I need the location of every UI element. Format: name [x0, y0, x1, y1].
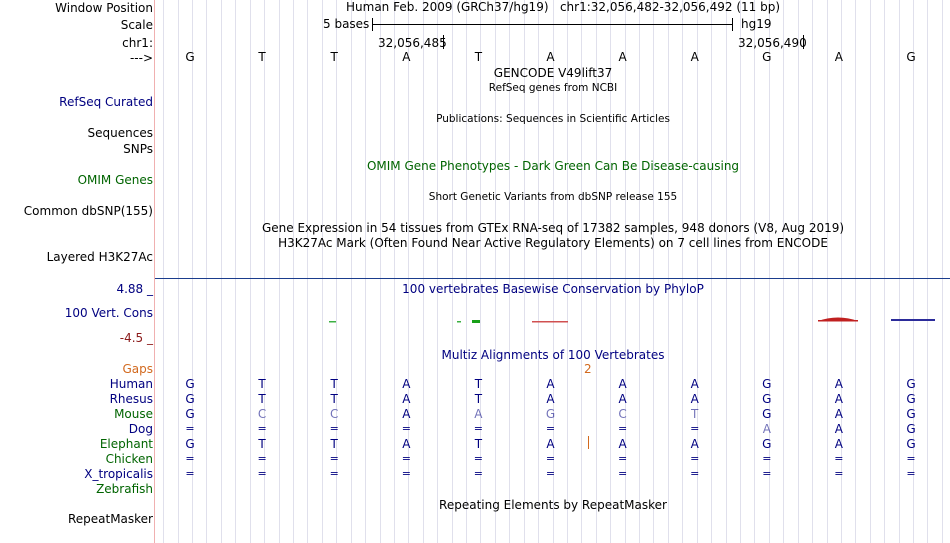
aligned-base: T [258, 437, 266, 451]
scale-bar-text: 5 bases [323, 17, 370, 31]
aligned-base: A [834, 377, 843, 391]
aligned-base: = [617, 452, 628, 465]
refseq-track-subtitle[interactable]: RefSeq genes from NCBI [488, 82, 618, 94]
repeatmasker-track-label[interactable]: RepeatMasker [67, 512, 153, 526]
aligned-base: = [329, 467, 339, 480]
dbsnp-track-label[interactable]: Common dbSNP(155) [23, 204, 153, 218]
aligned-base: = [834, 467, 844, 480]
phylop-track-title[interactable]: 100 vertebrates Basewise Conservation by PhyloP [402, 282, 704, 296]
aligned-base: = [834, 452, 844, 465]
aligned-base: C [329, 407, 339, 421]
label-margin-divider [154, 0, 155, 543]
ruler-coordinate-right: 32,056,490 [738, 36, 807, 50]
species-label[interactable]: X_tropicalis [84, 467, 153, 481]
aligned-base: T [474, 392, 483, 406]
gencode-track-title[interactable]: GENCODE V49lift37 [493, 66, 613, 80]
aligned-base: T [330, 437, 338, 451]
aligned-base: A [402, 392, 411, 406]
refseq-track-label[interactable]: RefSeq Curated [59, 95, 153, 109]
aligned-base: A [834, 407, 843, 421]
aligned-base: C [257, 407, 267, 421]
aligned-base: A [834, 437, 843, 451]
window-position-label: Window Position [55, 1, 153, 15]
aligned-base: G [185, 437, 195, 451]
base-letter: G [906, 50, 916, 64]
aligned-base: A [690, 377, 699, 391]
elephant-insertion-marker [588, 436, 589, 449]
aligned-base: = [185, 452, 195, 465]
ruler-tick-right [803, 35, 804, 49]
phylop-bar [818, 320, 858, 322]
window-position-title: Human Feb. 2009 (GRCh37/hg19) chr1:32,056,482-32,056,492 (11 bp) [346, 0, 781, 14]
aligned-base: G [762, 437, 772, 451]
omim-track-title[interactable]: OMIM Gene Phenotypes - Dark Green Can Be Disease-causing [366, 159, 740, 173]
omim-track-label[interactable]: OMIM Genes [77, 173, 153, 187]
aligned-base: A [834, 422, 843, 436]
aligned-base: G [762, 377, 772, 391]
repeatmasker-track-title[interactable]: Repeating Elements by RepeatMasker [439, 498, 667, 512]
aligned-base: = [617, 467, 628, 480]
aligned-base: A [834, 392, 843, 406]
aligned-base: A [402, 377, 411, 391]
base-letter: A [402, 50, 411, 64]
aligned-base: A [618, 377, 627, 391]
aligned-base: = [185, 422, 195, 435]
aligned-base: G [762, 407, 772, 421]
aligned-base: A [402, 437, 411, 451]
aligned-base: G [185, 377, 195, 391]
phylop-track-label[interactable]: 100 Vert. Cons [64, 306, 153, 320]
aligned-base: A [618, 392, 627, 406]
aligned-base: C [618, 407, 627, 421]
aligned-base: G [906, 407, 916, 421]
base-letter: A [690, 50, 699, 64]
aligned-base: = [401, 467, 411, 480]
aligned-base: T [258, 377, 266, 391]
aligned-base: G [545, 407, 556, 421]
aligned-base: G [906, 437, 916, 451]
phylop-min-value: -4.5 _ [119, 331, 153, 345]
aligned-base: G [906, 422, 916, 436]
aligned-base: = [617, 422, 628, 435]
scale-assembly: hg19 [741, 17, 772, 31]
species-label[interactable]: Elephant [99, 437, 153, 451]
publications-track-title[interactable]: Publications: Sequences in Scientific Articles [436, 113, 670, 125]
phylop-peak [818, 318, 858, 322]
phylop-bar [329, 321, 336, 323]
aligned-base: A [762, 422, 771, 436]
aligned-base: = [545, 452, 556, 465]
aligned-base: = [257, 452, 267, 465]
species-label[interactable]: Rhesus [109, 392, 153, 406]
h3k27ac-track-label[interactable]: Layered H3K27Ac [46, 250, 153, 264]
aligned-base: A [690, 437, 699, 451]
chr-label: chr1: [122, 36, 153, 50]
aligned-base: T [330, 377, 338, 391]
base-letter: T [330, 50, 338, 64]
aligned-base: A [402, 407, 411, 421]
multiz-track-title[interactable]: Multiz Alignments of 100 Vertebrates [441, 348, 665, 362]
aligned-base: = [690, 467, 700, 480]
aligned-base: = [690, 452, 700, 465]
aligned-base: G [906, 392, 916, 406]
snps-track-label[interactable]: SNPs [123, 142, 153, 156]
aligned-base: A [618, 437, 627, 451]
aligned-base: G [762, 392, 772, 406]
h3k27ac-track-title[interactable]: H3K27Ac Mark (Often Found Near Active Regulatory Elements) on 7 cell lines from ENCODE [278, 236, 828, 250]
aligned-base: = [762, 452, 772, 465]
aligned-base: = [473, 467, 483, 480]
strand-direction-label[interactable]: ---> [129, 51, 153, 65]
phylop-bar [472, 320, 480, 323]
aligned-base: = [545, 467, 556, 480]
species-label[interactable]: Human [109, 377, 153, 391]
track-group-divider [155, 278, 950, 279]
aligned-base: = [401, 422, 411, 435]
aligned-base: T [691, 407, 699, 421]
aligned-base: A [546, 377, 555, 391]
aligned-base: G [185, 392, 195, 406]
aligned-base: = [473, 452, 483, 465]
aligned-base: A [546, 392, 555, 406]
phylop-bar [457, 321, 461, 323]
aligned-base: A [546, 437, 555, 451]
aligned-base: = [185, 467, 195, 480]
aligned-base: = [762, 467, 772, 480]
base-letter: A [618, 50, 627, 64]
species-label[interactable]: Mouse [114, 407, 153, 421]
gaps-label: Gaps [122, 362, 153, 376]
aligned-base: = [329, 452, 339, 465]
base-letter: G [185, 50, 195, 64]
species-label[interactable]: Zebrafish [96, 482, 153, 496]
aligned-base: = [690, 422, 700, 435]
aligned-base: = [257, 467, 267, 480]
aligned-base: G [185, 407, 195, 421]
base-letter: T [258, 50, 266, 64]
aligned-base: = [906, 467, 916, 480]
aligned-base: A [474, 407, 483, 421]
base-letter: G [762, 50, 772, 64]
base-letter: A [834, 50, 843, 64]
aligned-base: G [906, 377, 916, 391]
ruler-tick-left [443, 35, 444, 49]
base-letter: T [474, 50, 483, 64]
species-label[interactable]: Dog [128, 422, 153, 436]
aligned-base: A [690, 392, 699, 406]
dbsnp-track-title[interactable]: Short Genetic Variants from dbSNP release 155 [428, 191, 678, 203]
aligned-base: = [545, 422, 556, 435]
aligned-base: = [401, 452, 411, 465]
aligned-base: = [906, 452, 916, 465]
species-label[interactable]: Chicken [105, 452, 153, 466]
gap-count-marker: 2 [584, 362, 592, 376]
aligned-base: = [257, 422, 267, 435]
scale-label: Scale [120, 18, 153, 32]
aligned-base: T [474, 437, 483, 451]
aligned-base: T [330, 392, 338, 406]
aligned-base: = [473, 422, 483, 435]
phylop-max-value: 4.88 _ [116, 282, 153, 296]
aligned-base: = [329, 422, 339, 435]
base-letter: A [546, 50, 555, 64]
aligned-base: T [258, 392, 266, 406]
sequences-track-label[interactable]: Sequences [87, 126, 153, 140]
gtex-track-title[interactable]: Gene Expression in 54 tissues from GTEx RNA-seq of 17382 samples, 948 donors (V8, Aug 2019) [261, 221, 845, 235]
aligned-base: T [474, 377, 483, 391]
ruler-coordinate-left: 32,056,485 [378, 36, 447, 50]
